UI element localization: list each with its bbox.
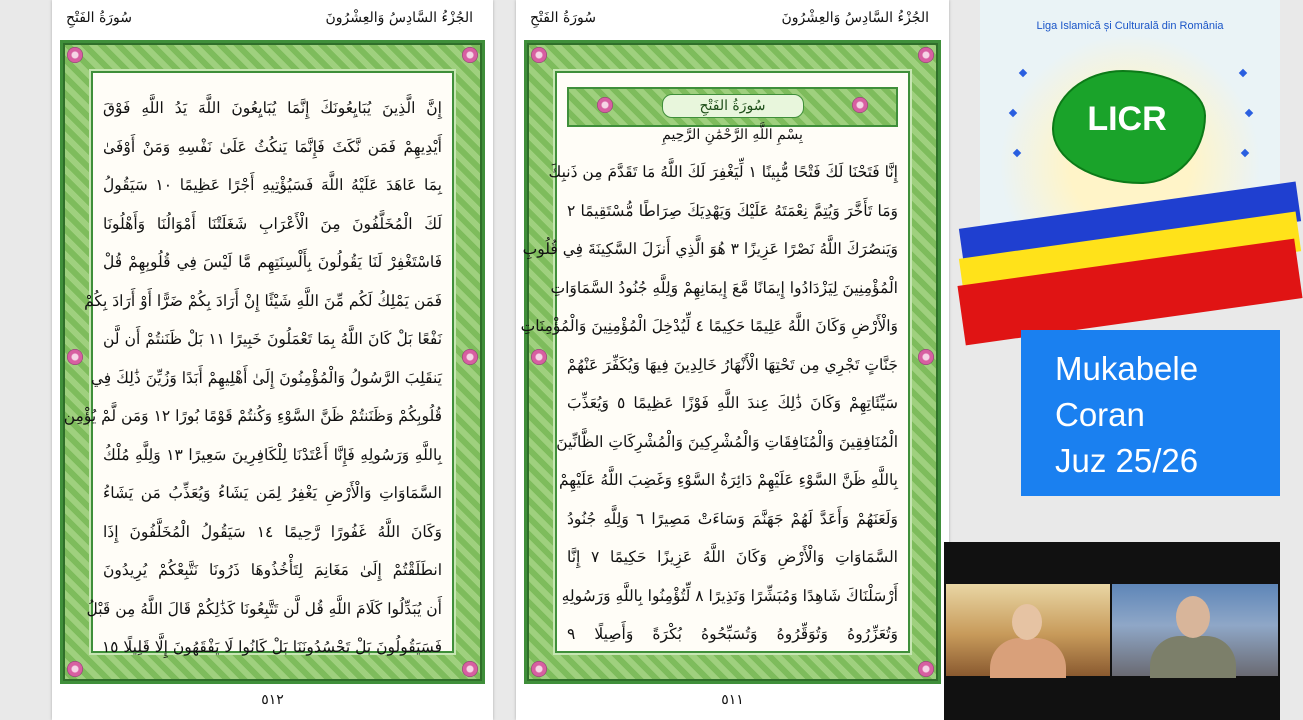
title-line: Coran xyxy=(1055,396,1145,433)
verse-line: السَّمَاوَاتِ وَالْأَرْضِ وَكَانَ اللَّهُ عَزِيزًا حَكِيمًا ٧ إِنَّا xyxy=(567,548,898,566)
licr-logo xyxy=(980,0,1280,300)
ornamental-frame xyxy=(520,40,941,684)
logo-ring-text: Liga Islamică și Culturală din România xyxy=(1036,20,1224,32)
rosette-icon xyxy=(597,97,613,113)
verse-line: الْمُنَافِقِينَ وَالْمُنَافِقَاتِ وَالْمُشْرِكِينَ وَالْمُشْرِكَاتِ الظَّانِّينَ xyxy=(556,432,898,451)
title-card xyxy=(1021,330,1280,496)
rosette-icon xyxy=(462,47,478,63)
verse-line: فَاسْتَغْفِرْ لَنَا يَقُولُونَ بِأَلْسِنَتِهِم مَّا لَيْسَ فِي قُلُوبِهِمْ قُلْ xyxy=(103,253,442,271)
rosette-icon xyxy=(918,349,934,365)
verse-line: السَّمَاوَاتِ وَالْأَرْضِ يَغْفِرُ لِمَن يَشَاءُ وَيُعَذِّبُ مَن يَشَاءُ xyxy=(103,484,442,502)
ornamental-frame xyxy=(60,40,485,684)
participant-tile[interactable] xyxy=(946,584,1110,676)
verse-line: قُلُوبِكُمْ وَظَنَنتُمْ ظَنَّ السَّوْءِ وَكُنتُمْ قَوْمًا بُورًا ١٢ وَمَن لَّمْ يُؤْمِن xyxy=(63,407,442,425)
participant-tile[interactable] xyxy=(1112,584,1278,676)
verse-line: انطَلَقْتُمْ إِلَىٰ مَغَانِمَ لِتَأْخُذُوهَا ذَرُونَا نَتَّبِعْكُمْ يُرِيدُونَ xyxy=(103,561,442,579)
verse-line: يَنقَلِبَ الرَّسُولُ وَالْمُؤْمِنُونَ إِلَىٰ أَهْلِيهِمْ أَبَدًا وَزُيِّنَ ذَٰلِكَ فِي xyxy=(90,368,442,387)
rosette-icon xyxy=(531,661,547,677)
page-number: ٥١١ xyxy=(721,692,744,708)
verse-line: بِمَا عَاهَدَ عَلَيْهُ اللَّهَ فَسَيُؤْتِيهِ أَجْرًا عَظِيمًا ١٠ سَيَقُولُ xyxy=(103,176,442,194)
verse-line: أَرْسَلْنَاكَ شَاهِدًا وَمُبَشِّرًا وَنَذِيرًا ٨ لِّتُؤْمِنُوا بِاللَّهِ وَرَسُولِهِ xyxy=(561,586,898,605)
verse-line: أَيْدِيهِمْ فَمَن نَّكَثَ فَإِنَّمَا يَنكُثُ عَلَىٰ نَفْسِهِ وَمَنْ أَوْفَىٰ xyxy=(103,137,442,156)
rosette-icon xyxy=(918,47,934,63)
juz-header: الجُزْءُ السَّادِسُ وَالعِشْرُونَ xyxy=(325,10,473,26)
verse-line: وَتُعَزِّرُوهُ وَتُوَقِّرُوهُ وَتُسَبِّحُوهُ بُكْرَةً وَأَصِيلًا ٩ xyxy=(567,625,898,643)
title-line: Juz 25/26 xyxy=(1055,442,1199,479)
verse-lines xyxy=(63,89,443,656)
verse-line: وَمَا تَأَخَّرَ وَيُتِمَّ نِعْمَتَهُ عَلَيْكَ وَيَهْدِيَكَ صِرَاطًا مُّسْتَقِيمًا ٢ xyxy=(567,201,898,220)
star-icon xyxy=(1239,69,1247,77)
verse-line: لَكَ الْمُخَلَّفُونَ مِنَ الْأَعْرَابِ شَغَلَتْنَا أَمْوَالُنَا وَأَهْلُونَا xyxy=(103,214,442,233)
rosette-icon xyxy=(531,349,547,365)
verse-line: إِنَّ الَّذِينَ يُبَايِعُونَكَ إِنَّمَا يُبَايِعُونَ اللَّهَ يَدُ اللَّهِ فَوْقَ xyxy=(103,99,442,117)
mushaf-page-left xyxy=(52,0,493,720)
rosette-icon xyxy=(67,349,83,365)
rosette-icon xyxy=(462,349,478,365)
text-panel xyxy=(63,71,454,656)
rosette-icon xyxy=(852,97,868,113)
surah-header: سُورَةُ الفَتْحِ xyxy=(66,10,133,26)
rosette-icon xyxy=(531,47,547,63)
surah-banner xyxy=(567,87,898,127)
verse-line: جَنَّاتٍ تَجْرِي مِن تَحْتِهَا الْأَنْهَارُ خَالِدِينَ فِيهَا وَيُكَفِّرَ عَنْهُمْ xyxy=(566,355,898,374)
verse-line: وَيَنصُرَكَ اللَّهُ نَصْرًا عَزِيزًا ٣ هُوَ الَّذِي أَنزَلَ السَّكِينَةَ فِي قُلُوبِ xyxy=(522,240,898,258)
surah-header: سُورَةُ الفَتْحِ xyxy=(530,10,597,26)
page-number: ٥١٢ xyxy=(261,692,284,708)
star-icon xyxy=(1013,149,1021,157)
verse-line: بِاللَّهِ وَرَسُولِهِ فَإِنَّا أَعْتَدْنَا لِلْكَافِرِينَ سَعِيرًا ١٣ وَلِلَّهِ مُلْكُ xyxy=(103,445,443,464)
verse-line: وَالْأَرْضِ وَكَانَ اللَّهُ عَلِيمًا حَكِيمًا ٤ لِّيُدْخِلَ الْمُؤْمِنِينَ وَالْمُؤْمِنَاتِ xyxy=(520,317,898,335)
verse-line: إِنَّا فَتَحْنَا لَكَ فَتْحًا مُّبِينًا ١ لِّيَغْفِرَ لَكَ اللَّهُ مَا تَقَدَّمَ مِن ذَنبِكَ xyxy=(548,163,898,181)
verse-line: بِاللَّهِ ظَنَّ السَّوْءِ عَلَيْهِمْ دَائِرَةُ السَّوْءِ وَغَضِبَ اللَّهُ عَلَيْهِمْ xyxy=(558,471,898,489)
rosette-icon xyxy=(918,661,934,677)
text-panel xyxy=(520,71,910,653)
verse-line: وَكَانَ اللَّهُ غَفُورًا رَّحِيمًا ١٤ سَيَقُولُ الْمُخَلَّفُونَ إِذَا xyxy=(103,522,442,541)
surah-banner-title: سُورَةُ الفَتْحِ xyxy=(662,94,804,118)
star-icon xyxy=(1245,109,1253,117)
avatar xyxy=(1012,604,1042,640)
person-icon xyxy=(990,638,1066,678)
rosette-icon xyxy=(67,47,83,63)
video-call-strip xyxy=(944,542,1280,720)
star-icon xyxy=(1241,149,1249,157)
person-icon xyxy=(1150,636,1236,678)
logo-abbr: LICR xyxy=(1087,100,1167,138)
rosette-icon xyxy=(462,661,478,677)
avatar xyxy=(1176,596,1210,638)
rosette-icon xyxy=(67,661,83,677)
verse-line: نَفْعًا بَلْ كَانَ اللَّهُ بِمَا تَعْمَلُونَ خَبِيرًا ١١ بَلْ ظَنَنتُمْ أَن لَّن xyxy=(103,330,443,348)
verse-line: فَمَن يَمْلِكُ لَكُم مِّنَ اللَّهِ شَيْئًا إِنْ أَرَادَ بِكُمْ ضَرًّا أَوْ أَرَادَ بِكُمْ xyxy=(84,291,442,310)
mushaf-page-right xyxy=(516,0,949,720)
star-icon xyxy=(1009,109,1017,117)
star-icon xyxy=(1019,69,1027,77)
title-line: Mukabele xyxy=(1055,350,1199,387)
verse-line: وَلَعَنَهُمْ وَأَعَدَّ لَهُمْ جَهَنَّمَ وَسَاءَتْ مَصِيرًا ٦ وَلِلَّهِ جُنُودُ xyxy=(567,509,898,528)
juz-header: الجُزْءُ السَّادِسُ وَالعِشْرُونَ xyxy=(781,10,929,26)
verse-lines xyxy=(520,153,898,643)
verse-line: الْمُؤْمِنِينَ لِيَزْدَادُوا إِيمَانًا مَّعَ إِيمَانِهِمْ وَلِلَّهِ جُنُودُ السَّمَاوَاتِ xyxy=(550,278,898,297)
verse-line: فَسَيَقُولُونَ بَلْ تَحْسُدُونَنَا بَلْ كَانُوا لَا يَفْقَهُونَ إِلَّا قَلِيلًا ١٥ xyxy=(101,638,442,656)
verse-line: سَيِّئَاتِهِمْ وَكَانَ ذَٰلِكَ عِندَ اللَّهِ فَوْزًا عَظِيمًا ٥ وَيُعَذِّبَ xyxy=(567,394,898,412)
basmala: بِسْمِ اللَّهِ الرَّحْمَٰنِ الرَّحِيمِ xyxy=(662,127,803,143)
verse-line: أَن يُبَدِّلُوا كَلَامَ اللَّهِ قُل لَّن تَتَّبِعُونَا كَذَٰلِكُمْ قَالَ اللَّهُ مِن قَبْلُ xyxy=(86,599,442,618)
